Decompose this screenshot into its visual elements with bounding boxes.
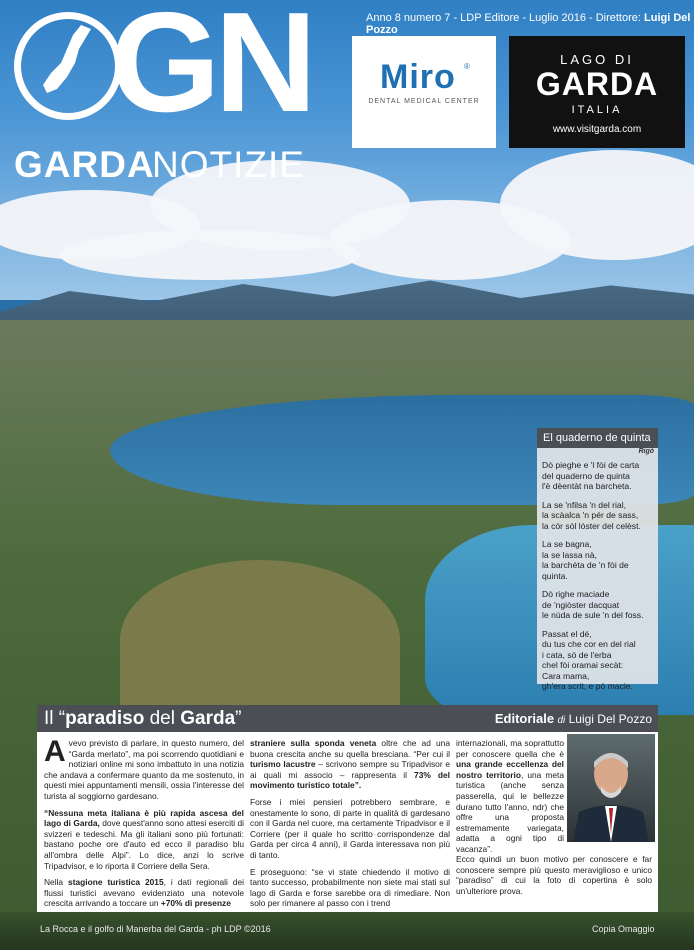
copy-label: Copia Omaggio bbox=[592, 924, 655, 934]
photo-caption: La Rocca e il golfo di Manerba del Garda - ph LDP ©2016 bbox=[40, 924, 271, 934]
poem-text bbox=[542, 460, 656, 700]
issue-info: Anno 8 numero 7 - LDP Editore - Luglio 2016 - Direttore: Luigi Del Pozzo bbox=[366, 12, 691, 36]
article-column-3 bbox=[456, 738, 564, 861]
ad-garda-line1: LAGO DI bbox=[560, 52, 634, 67]
poem-box bbox=[537, 428, 658, 691]
poem-author: Rigò bbox=[638, 448, 654, 455]
lake-logo-icon bbox=[14, 12, 122, 120]
registered-mark: ® bbox=[464, 62, 470, 71]
article-header bbox=[37, 705, 658, 732]
poem-stanza: La se bagna, la se lassa nà, la barchèta de 'n fòi de quinta. bbox=[542, 539, 629, 581]
article-column-1 bbox=[44, 735, 244, 915]
paragraph: internazionali, ma soprattutto per conoscere quella che è una grande eccellenza del nostro territorio, una meta turistica (anche senza passerella, qui le bellezze durano tutto l'anno, ndr) che offre una proposta estremamente variegata, adatta a ogni tipo di vacanza”. bbox=[456, 738, 564, 854]
ad-miro[interactable] bbox=[352, 36, 496, 148]
footer bbox=[0, 912, 694, 950]
rocca-hill bbox=[120, 560, 400, 720]
ad-garda-url: www.visitgarda.com bbox=[552, 124, 642, 135]
article-column-2 bbox=[250, 738, 450, 915]
author-photo bbox=[567, 734, 655, 842]
closing-paragraph: Ecco quindi un buon motivo per conoscere e far conoscere sempre più questo meraviglioso e unico “paradiso” di cui la foto di copertina è solo un'ulteriore prova. bbox=[456, 854, 652, 896]
drop-cap: A bbox=[44, 735, 66, 768]
poem-title: El quaderno de quinta bbox=[537, 428, 658, 448]
paragraph: “Nessuna meta italiana è più rapida ascesa del lago di Garda, dove quest'anno sono attesi eserciti di svizzeri e tedeschi. Ma gli italiani sono più fortunati: bastano poche ore d'auto ed ecco il paradiso blu all'ombra delle Alpi”. Lo dice, anzi lo scrive Tripadvisor, e lo riporta il Corriere della Sera. bbox=[44, 807, 244, 871]
paragraph: Avevo previsto di parlare, in questo numero, del “Garda merlato”, ma poi scorrendo quotidiani e notiziari online mi sono imbattuto in una notizia che andava a confermare quanto da me sostenuto, in questi miei appuntamenti mensili, ossia l'interesse del turista al soggiorno gardesano. bbox=[44, 735, 244, 801]
poem-stanza: La se 'nfilsa 'n del rial, la scàalca 'n pér de sass, la cór sòl lóster del celèst. bbox=[542, 499, 641, 531]
editorial-byline: Editoriale di Luigi Del Pozzo bbox=[494, 711, 652, 726]
paragraph: Nella stagione turistica 2015, i dati regionali dei flussi turistici avevano evidenziato una notevole crescita arrivando a toccare un +70% di presenze bbox=[44, 877, 244, 909]
miro-logo: Miro bbox=[380, 58, 456, 96]
paragraph: straniere sulla sponda veneta oltre che ad una buona crescita anche su quella bresciana. “Per cui il turismo lacustre – scrivono sempre su Tripadvisor e ai quali mi associo – rappresenta il 73% del movimento turistico totale”. bbox=[250, 738, 450, 791]
article-body bbox=[37, 732, 658, 912]
ad-garda-line2: GARDA bbox=[535, 66, 659, 102]
cloud bbox=[60, 230, 360, 280]
logo-gn: GN bbox=[110, 0, 311, 142]
logo-notizie: NOTIZIE bbox=[152, 144, 305, 185]
poem-stanza: Dò righe maciade de 'ngiòster dacquat le nùda de sule 'n del foss. bbox=[542, 589, 644, 620]
paragraph: Forse i miei pensieri potrebbero sembrare, e onestamente lo sono, di parte in qualità di gardesano con il Garda nel cuore, ma certamente Tripadvisor e il Corriere (per il quale ho scritto corrispondenze dal Garda per circa 4 anni), il Garda interessava non più di tanto. bbox=[250, 796, 450, 860]
poem-stanza: Passat el dé, du tus che cor en del rial i cata, sö de l'erba chel fòi oramai secàt: Cara mama, gh'era scrit, e pò macie. bbox=[542, 628, 636, 691]
ad-garda-line3: ITALIA bbox=[571, 104, 623, 116]
paragraph: E proseguono: “se vi state chiedendo il motivo di tanto successo, probabilmente non siete mai stati sul lago di Garda e forse sarebbe ora di rimediare. Non solo per rimanere al passo con i trend bbox=[250, 866, 450, 909]
miro-subtitle: DENTAL MEDICAL CENTER bbox=[368, 98, 480, 105]
article-title: Il “paradiso del Garda” bbox=[44, 708, 242, 729]
ad-visit-garda[interactable] bbox=[509, 36, 685, 148]
logo-garda: GARDA bbox=[14, 144, 155, 185]
poem-stanza: Dò pieghe e 'l fòi de carta del quaderno de quinta l'è dèentàt na barcheta. bbox=[542, 460, 640, 491]
